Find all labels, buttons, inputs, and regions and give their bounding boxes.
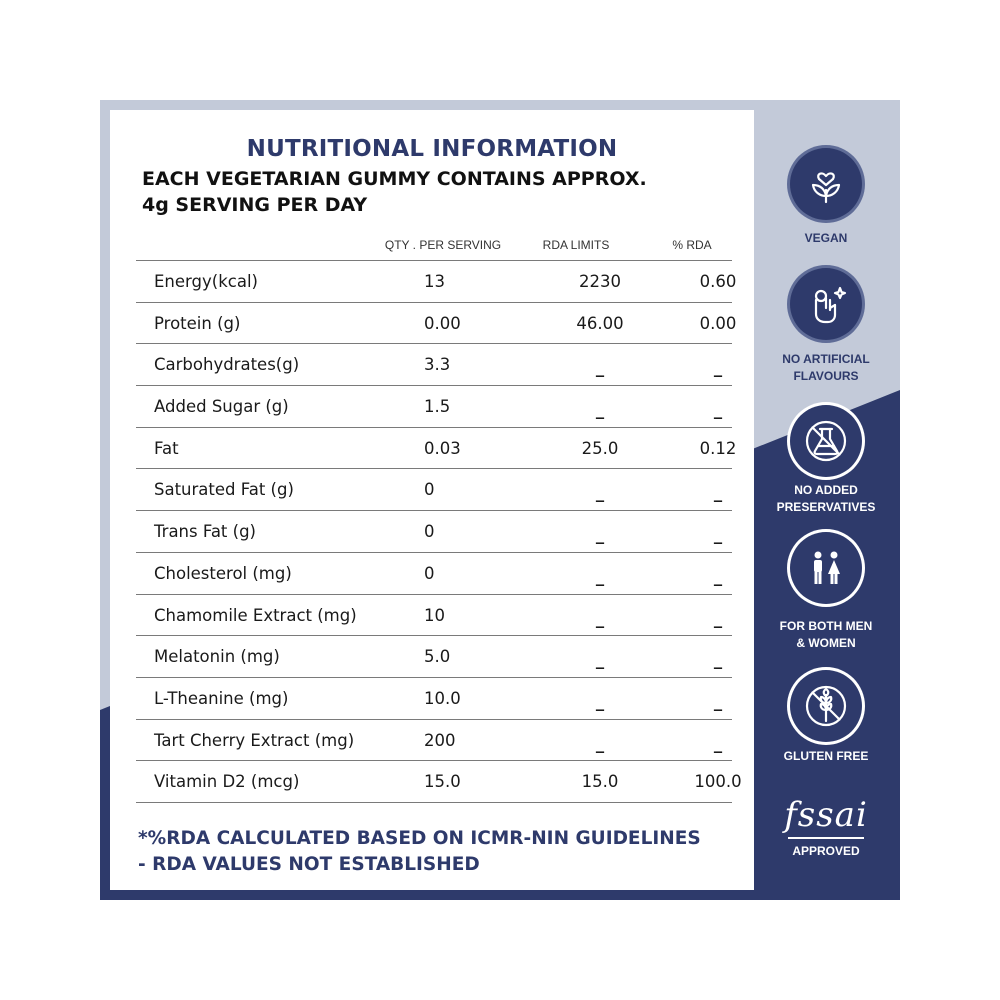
- qty-value: 0: [424, 522, 435, 542]
- table-row: [136, 595, 732, 637]
- pct-value: _: [713, 483, 723, 503]
- pct-value: _: [713, 691, 723, 711]
- pct-value: 0.12: [699, 438, 737, 458]
- table-row: [136, 386, 732, 428]
- nutrient-name: Trans Fat (g): [154, 522, 256, 542]
- nutrient-name: Tart Cherry Extract (mg): [154, 730, 355, 750]
- table-row: [136, 761, 742, 803]
- qty-value: 200: [424, 730, 456, 750]
- qty-value: 10: [424, 605, 445, 625]
- no-wheat-icon: [790, 670, 862, 742]
- qty-value: 0: [424, 480, 435, 500]
- pct-value: _: [713, 525, 723, 545]
- nutrient-name: Cholesterol (mg): [154, 563, 292, 583]
- qty-value: 15.0: [424, 772, 461, 792]
- nutrition-panel: [110, 110, 754, 890]
- rda-value: _: [595, 566, 605, 586]
- nutrient-name: Saturated Fat (g): [154, 480, 294, 500]
- subtitle-line-1: EACH VEGETARIAN GUMMY CONTAINS APPROX.: [142, 168, 647, 190]
- qty-value: 1.5: [424, 397, 451, 417]
- no-flask-icon: [790, 405, 862, 477]
- table-row: [136, 678, 732, 720]
- fssai-logo: fssai: [784, 795, 868, 835]
- rda-value: _: [595, 608, 605, 628]
- qty-value: 5.0: [424, 647, 451, 667]
- rda-value: 25.0: [581, 438, 619, 458]
- pct-value: 0.60: [699, 272, 737, 291]
- man-woman-icon: [790, 532, 862, 604]
- pct-value: _: [713, 400, 723, 420]
- nutrient-name: Chamomile Extract (mg): [154, 605, 357, 625]
- pct-value: _: [713, 650, 723, 670]
- rda-value: 2230: [579, 272, 621, 291]
- table-row: [136, 636, 732, 678]
- qty-value: 0.00: [424, 313, 461, 333]
- label-frame: [100, 100, 900, 900]
- nutrient-name: Protein (g): [154, 313, 241, 333]
- rda-value: 46.00: [576, 313, 624, 333]
- pct-value: 100.0: [694, 772, 742, 792]
- table-row: [136, 720, 732, 762]
- qty-value: 0.03: [424, 438, 461, 458]
- heart-leaf-icon: [790, 148, 862, 220]
- page-title: NUTRITIONAL INFORMATION: [246, 136, 618, 162]
- column-header-rda: RDA LIMITS: [542, 238, 610, 252]
- pct-value: _: [713, 358, 723, 378]
- qty-value: 13: [424, 272, 445, 291]
- qty-value: 3.3: [424, 355, 451, 375]
- badge-label-gluten-free: GLUTEN FREE: [783, 749, 869, 763]
- nutrient-name: Carbohydrates(g): [154, 355, 300, 375]
- pct-value: _: [713, 608, 723, 628]
- nutrient-name: Added Sugar (g): [154, 397, 289, 417]
- rda-value: _: [595, 733, 605, 753]
- footnote-rda: *%RDA CALCULATED BASED ON ICMR-NIN GUIDELINES: [138, 828, 701, 849]
- pct-value: _: [713, 566, 723, 586]
- column-header-pct: % RDA: [672, 238, 712, 252]
- table-row: [136, 553, 732, 595]
- table-row: [136, 344, 732, 386]
- qty-value: 0: [424, 563, 435, 583]
- table-row: [136, 428, 737, 470]
- badge-label-for-both-men-women: FOR BOTH MEN & WOMEN: [779, 619, 873, 650]
- pct-value: 0.00: [699, 313, 737, 333]
- nutrient-name: Energy(kcal): [154, 272, 258, 291]
- badge-label-no-artificial-flavours: NO ARTIFICIAL FLAVOURS: [782, 352, 870, 383]
- nutrient-name: Vitamin D2 (mcg): [154, 772, 300, 792]
- badge-label-no-added-preservatives: NO ADDED PRESERVATIVES: [776, 483, 876, 514]
- rda-value: _: [595, 525, 605, 545]
- rda-value: _: [595, 400, 605, 420]
- fssai-logo-underline: [788, 837, 864, 839]
- pct-value: _: [713, 733, 723, 753]
- hand-sparkle-icon: [790, 268, 862, 340]
- table-row: [136, 469, 732, 511]
- qty-value: 10.0: [424, 688, 461, 708]
- table-row: [136, 261, 737, 303]
- rda-value: 15.0: [581, 772, 619, 792]
- nutrition-table: [136, 260, 742, 803]
- badge-label-vegan: VEGAN: [804, 231, 848, 245]
- rda-value: _: [595, 691, 605, 711]
- footnote-not-established: - RDA VALUES NOT ESTABLISHED: [138, 854, 480, 875]
- rda-value: _: [595, 358, 605, 378]
- subtitle-line-2: 4g SERVING PER DAY: [142, 194, 368, 216]
- nutrient-name: Melatonin (mg): [154, 647, 280, 667]
- nutrient-name: Fat: [154, 438, 179, 458]
- rda-value: _: [595, 483, 605, 503]
- nutrient-name: L-Theanine (mg): [154, 688, 289, 708]
- column-header-qty: QTY . PER SERVING: [384, 238, 502, 252]
- table-row: [136, 511, 732, 553]
- fssai-approved-label: APPROVED: [792, 844, 860, 858]
- rda-value: _: [595, 650, 605, 670]
- table-row: [136, 303, 737, 345]
